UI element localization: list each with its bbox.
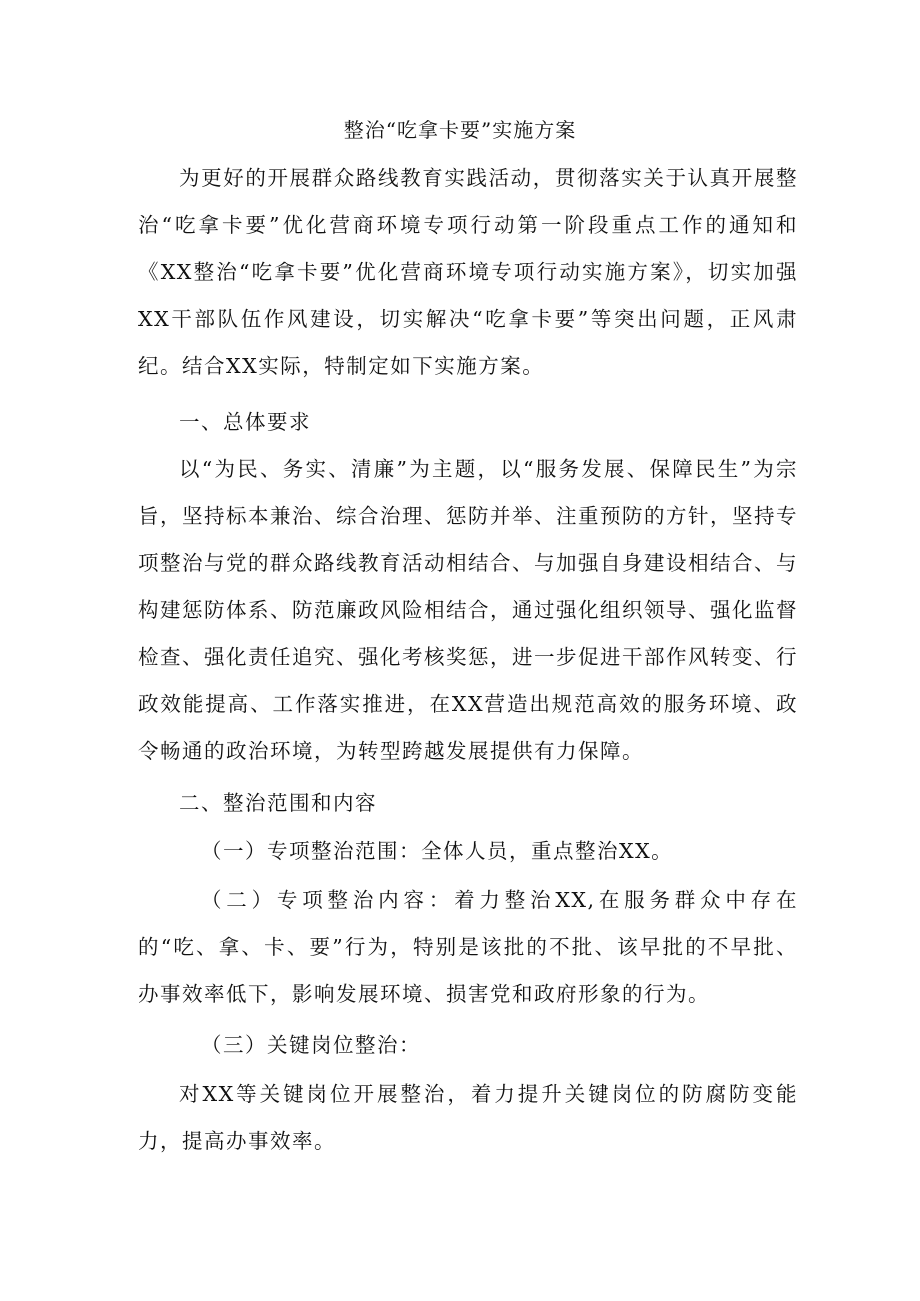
subsection-key-posts-heading: （三）关键岗位整治： (201, 1033, 421, 1057)
subsection-scope: （一）专项整治范围：全体人员，重点整治XX。 (201, 839, 674, 863)
general-requirements-paragraph: 以“为民、务实、清廉”为主题，以“服务发展、保障民生”为宗旨，坚持标本兼治、综合治理、惩防并举、注重预防的方针，坚持专项整治与党的群众路线教育活动相结合、与加强自身建设相结合、与构建惩防体系、防范廉政风险相结合，通过强化组织领导、强化监督检查、强化责任追究、强化考核奖惩，进一步促进干部作风转变、行政效能提高、工作落实推进，在XX营造出规范高效的服务环境、政令畅通的政治环境，为转型跨越发展提供有力保障。 (138, 457, 798, 763)
key-posts-paragraph: 对XX等关键岗位开展整治，着力提升关键岗位的防腐防变能力，提高办事效率。 (138, 1082, 798, 1153)
document-title: 整治“吃拿卡要”实施方案 (343, 118, 577, 142)
intro-paragraph: 为更好的开展群众路线教育实践活动，贯彻落实关于认真开展整治“吃拿卡要”优化营商环境专项行动第一阶段重点工作的通知和《XX整治“吃拿卡要”优化营商环境专项行动实施方案》，切实加强XX干部队伍作风建设，切实解决“吃拿卡要”等突出问题，正风肃纪。结合XX实际，特制定如下实施方案。 (138, 166, 798, 378)
section-heading-scope-and-content: 二、整治范围和内容 (179, 791, 377, 815)
section-heading-general-requirements: 一、总体要求 (179, 410, 311, 434)
subsection-content: （二）专项整治内容：着力整治XX,在服务群众中存在的“吃、拿、卡、要”行为，特别是该批的不批、该早批的不早批、办事效率低下，影响发展环境、损害党和政府形象的行为。 (138, 888, 798, 1006)
